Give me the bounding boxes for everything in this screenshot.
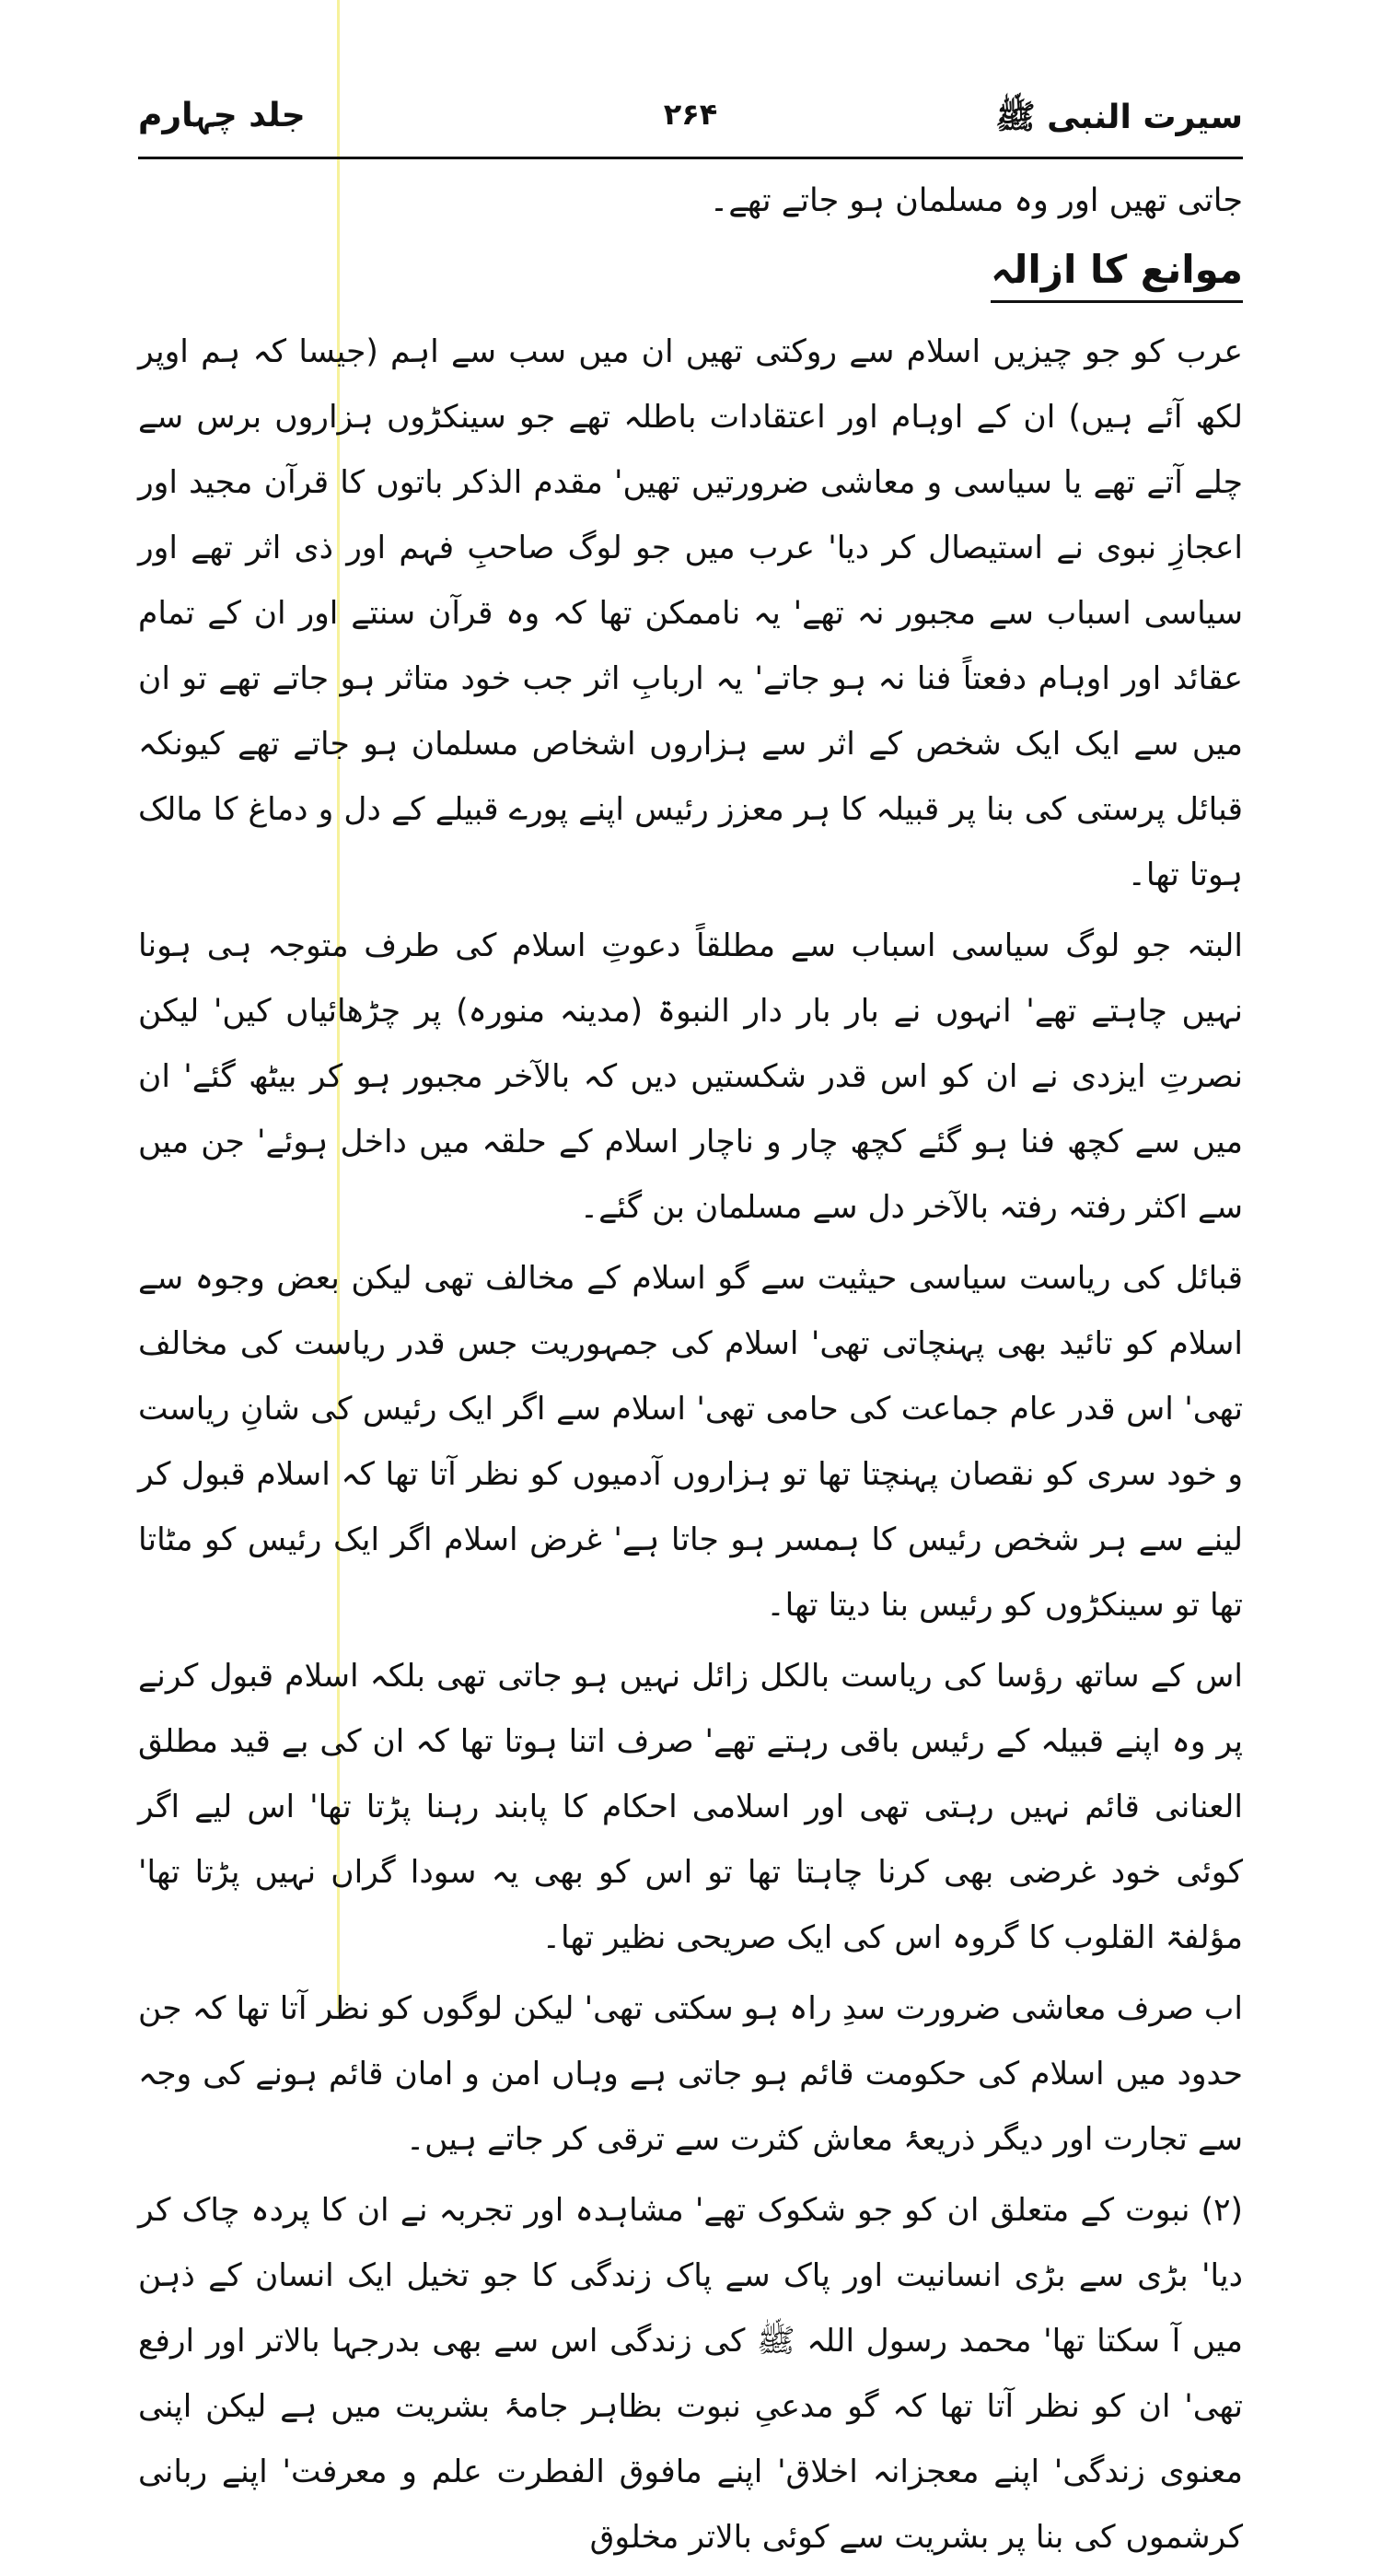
page-header bbox=[138, 97, 1243, 154]
page-body bbox=[138, 173, 1243, 2576]
page-number: ۲۶۴ bbox=[663, 97, 718, 132]
paragraph-5: اب صرف معاشی ضرورت سدِ راہ ہو سکتی تھی' لیکن لوگوں کو نظر آتا تھا کہ جن حدود میں اسلام کی حکومت قائم ہو جاتی ہے وہاں امن و امان قائم ہونے کی وجہ سے تجارت اور دیگر ذریعۂ معاش کثرت سے ترقی کر جاتے ہیں۔ bbox=[138, 1990, 1243, 2158]
paragraph-6: (۲) نبوت کے متعلق ان کو جو شکوک تھے' مشاہدہ اور تجربہ نے ان کا پردہ چاک کر دیا' بڑی سے بڑی انسانیت اور پاک سے پاک زندگی کا جو تخیل ایک انسان کے ذہن میں آ سکتا تھا' محمد رسول اللہ ﷺ کی زندگی اس سے بھی بدرجہا بالاتر اور ارفع تھی' ان کو نظر آتا تھا کہ گو مدعیِ نبوت بظاہر جامۂ بشریت میں ہے لیکن اپنی معنوی زندگی' اپنے معجزانہ اخلاق' اپنے مافوق الفطرت علم و معرفت' اپنے ربانی کرشموں کی بنا پر بشریت سے کوئی بالاتر مخلوق bbox=[138, 2192, 1243, 2556]
continuation-line: جاتی تھیں اور وہ مسلمان ہو جاتے تھے۔ bbox=[709, 182, 1243, 219]
paragraph-2: البتہ جو لوگ سیاسی اسباب سے مطلقاً دعوتِ اسلام کی طرف متوجہ ہی ہونا نہیں چاہتے تھے' انہوں نے بار بار دار النبوۃ (مدینہ منورہ) پر چڑھائیاں کیں' لیکن نصرتِ ایزدی نے ان کو اس قدر شکستیں دیں کہ بالآخر مجبور ہو کر بیٹھ گئے' ان میں سے کچھ فنا ہو گئے کچھ چار و ناچار اسلام کے حلقہ میں داخل ہوئے' جن میں سے اکثر رفتہ رفتہ بالآخر دل سے مسلمان بن گئے۔ bbox=[138, 927, 1243, 1226]
paragraph-3: قبائل کی ریاست سیاسی حیثیت سے گو اسلام کے مخالف تھی لیکن بعض وجوہ سے اسلام کو تائید بھی پہنچاتی تھی' اسلام کی جمہوریت جس قدر ریاست کی مخالف تھی' اس قدر عام جماعت کی حامی تھی' اسلام سے اگر ایک رئیس کی شانِ ریاست و خود سری کو نقصان پہنچتا تھا تو ہزاروں آدمیوں کو نظر آتا تھا کہ اسلام قبول کر لینے سے ہر شخص رئیس کا ہمسر ہو جاتا ہے' غرض اسلام اگر ایک رئیس کو مٹاتا تھا تو سینکڑوں کو رئیس بنا دیتا تھا۔ bbox=[138, 1260, 1243, 1624]
header-divider bbox=[138, 157, 1243, 159]
section-heading: موانع کا ازالہ bbox=[991, 241, 1243, 303]
volume-label: جلد چہارم bbox=[138, 97, 306, 134]
book-title: سیرت النبی ﷺ bbox=[995, 99, 1243, 136]
paragraph-4: اس کے ساتھ رؤسا کی ریاست بالکل زائل نہیں ہو جاتی تھی بلکہ اسلام قبول کرنے پر وہ اپنے قبیلہ کے رئیس باقی رہتے تھے' صرف اتنا ہوتا تھا کہ ان کی بے قید مطلق العنانی قائم نہیں رہتی تھی اور اسلامی احکام کا پابند رہنا پڑتا تھا' اس لیے اگر کوئی خود غرضی بھی کرنا چاہتا تھا تو اس کو بھی یہ سودا گراں نہیں پڑتا تھا' مؤلفۃ القلوب کا گروہ اس کی ایک صریحی نظیر تھا۔ bbox=[138, 1658, 1243, 1956]
section-heading-wrap bbox=[138, 241, 1243, 303]
paragraph-1: عرب کو جو چیزیں اسلام سے روکتی تھیں ان میں سب سے اہم (جیسا کہ ہم اوپر لکھ آئے ہیں) ان کے اوہام اور اعتقادات باطلہ تھے جو سینکڑوں ہزاروں برس سے چلے آتے تھے یا سیاسی و معاشی ضرورتیں تھیں' مقدم الذکر باتوں کا قرآن مجید اور اعجازِ نبوی نے استیصال کر دیا' عرب میں جو لوگ صاحبِ فہم اور ذی اثر تھے اور سیاسی اسباب سے مجبور نہ تھے' یہ ناممکن تھا کہ وہ قرآن سنتے اور ان کے تمام عقائد اور اوہام دفعتاً فنا نہ ہو جاتے' یہ اربابِ اثر جب خود متاثر ہو جاتے تھے تو ان میں سے ایک ایک شخص کے اثر سے ہزاروں اشخاص مسلمان ہو جاتے تھے کیونکہ قبائل پرستی کی بنا پر قبیلہ کا ہر معزز رئیس اپنے پورے قبیلے کے دل و دماغ کا مالک ہوتا تھا۔ bbox=[138, 333, 1243, 893]
